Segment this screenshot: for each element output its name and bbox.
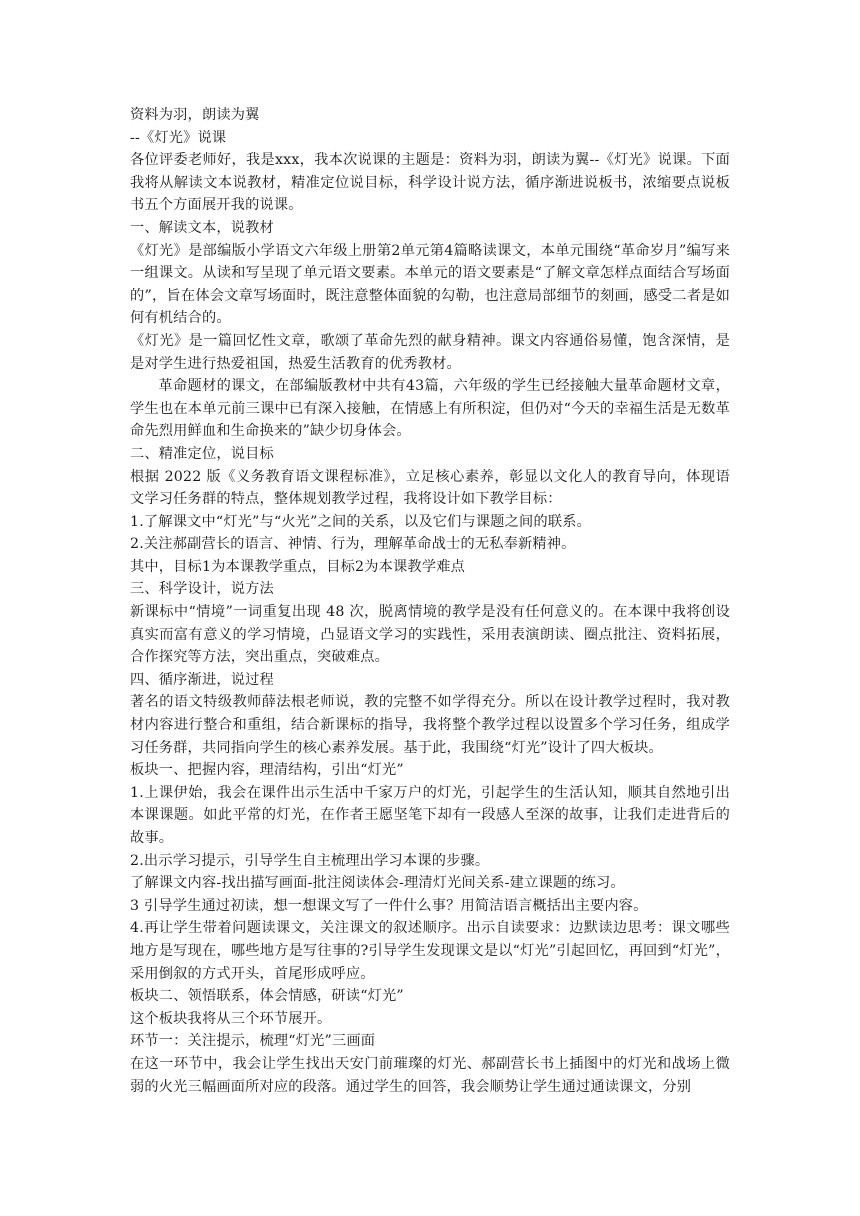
intro-paragraph: 各位评委老师好，我是xxx，我本次说课的主题是：资料为羽，朗读为翼--《灯光》说课。下面我将从解读文本说教材，精准定位说目标，科学设计说方法，循序渐进说板书，浓缩要点说板书五个方面展开我的说课。 [130,152,730,214]
section-heading-4: 四、循序渐进，说过程 [130,671,274,688]
section-heading-3: 三、科学设计，说方法 [130,581,274,598]
step-item-4: 4.再让学生带着问题读课文，关注课文的叙述顺序。出示自读要求：边默读边思考：课文哪些地方是写现在，哪些地方是写往事的?引导学生发现课文是以“灯光”引起回忆，再回到“灯光”，采用倒叙的方式开头，首尾形成呼应。 [130,920,730,982]
block-heading-1: 板块一、把握内容，理清结构，引出“灯光” [130,762,404,779]
body-paragraph: 著名的语文特级教师薛法根老师说，教的完整不如学得充分。所以在设计教学过程时，我对教材内容进行整合和重组，结合新课标的指导，我将整个教学过程以设置多个学习任务，组成学习任务群，共同指向学生的核心素养发展。基于此，我围绕“灯光”设计了四大板块。 [130,694,730,756]
stage-heading-1: 环节一：关注提示，梳理“灯光”三画面 [130,1033,376,1050]
body-paragraph: 《灯光》是一篇回忆性文章，歌颂了革命先烈的献身精神。课文内容通俗易懂，饱含深情，是是对学生进行热爱祖国，热爱生活教育的优秀教材。 [130,332,730,372]
body-paragraph: 根据 2022 版《义务教育语文课程标准》，立足核心素养，彰显以文化人的教育导向，体现语文学习任务群的特点，整体规划教学过程，我将设计如下教学目标： [130,468,730,508]
step-item-1: 1.上课伊始，我会在课件出示生活中千家万户的灯光，引起学生的生活认知，顺其自然地引出本课课题。如此平常的灯光，在作者王愿坚笔下却有一段感人至深的故事，让我们走进背后的故事。 [130,784,730,846]
body-paragraph: 这个板块我将从三个环节展开。 [130,1010,332,1027]
section-heading-2: 二、精准定位，说目标 [130,445,274,462]
goal-item-2: 2.关注郝副营长的语言、神情、行为，理解革命战士的无私奉新精神。 [130,536,576,553]
body-paragraph: 在这一环节中，我会让学生找出天安门前璀璨的灯光、郝副营长书上插图中的灯光和战场上微弱的火光三幅画面所对应的段落。通过学生的回答，我会顺势让学生通过通读课文，分别 [130,1055,730,1095]
document-title: 资料为羽，朗读为翼 [130,107,260,123]
step-item-3: 3 引导学生通过初读，想一想课文写了一件什么事？用简洁语言概括出主要内容。 [130,897,648,914]
body-paragraph: 其中，目标1为本课教学重点，目标2为本课教学难点 [130,558,465,575]
section-heading-1: 一、解读文本，说教材 [130,219,274,236]
body-paragraph: 了解课文内容-找出描写画面-批注阅读体会-理清灯光间关系-建立课题的练习。 [130,875,625,892]
document-subtitle: --《灯光》说课 [130,129,227,146]
document-page [130,104,730,1098]
body-paragraph: 《灯光》是部编版小学语文六年级上册第2单元第4篇略读课文，本单元围绕“革命岁月”编写来一组课文。从读和写呈现了单元语文要素。本单元的语文要素是“了解文章怎样点面结合写场面的”，旨在体会文章写场面时，既注意整体面貌的勾勒，也注意局部细节的刻画，感受二者是如何有机结合的。 [130,242,730,327]
body-paragraph: 革命题材的课文，在部编版教材中共有43篇，六年级的学生已经接触大量革命题材文章，学生也在本单元前三课中已有深入接触，在情感上有所积淀，但仍对“今天的幸福生活是无数革命先烈用鲜血和生命换来的”缺少切身体会。 [130,378,730,440]
body-paragraph: 新课标中“情境”一词重复出现 48 次，脱离情境的教学是没有任何意义的。在本课中我将创设真实而富有意义的学习情境，凸显语文学习的实践性，采用表演朗读、圈点批注、资料拓展，合作探究等方法，突出重点，突破难点。 [130,604,730,666]
goal-item-1: 1.了解课文中“灯光”与“火光”之间的关系，以及它们与课题之间的联系。 [130,513,591,530]
step-item-2: 2.出示学习提示，引导学生自主梳理出学习本课的步骤。 [130,852,490,869]
block-heading-2: 板块二、领悟联系，体会情感，研读“灯光” [130,988,404,1005]
